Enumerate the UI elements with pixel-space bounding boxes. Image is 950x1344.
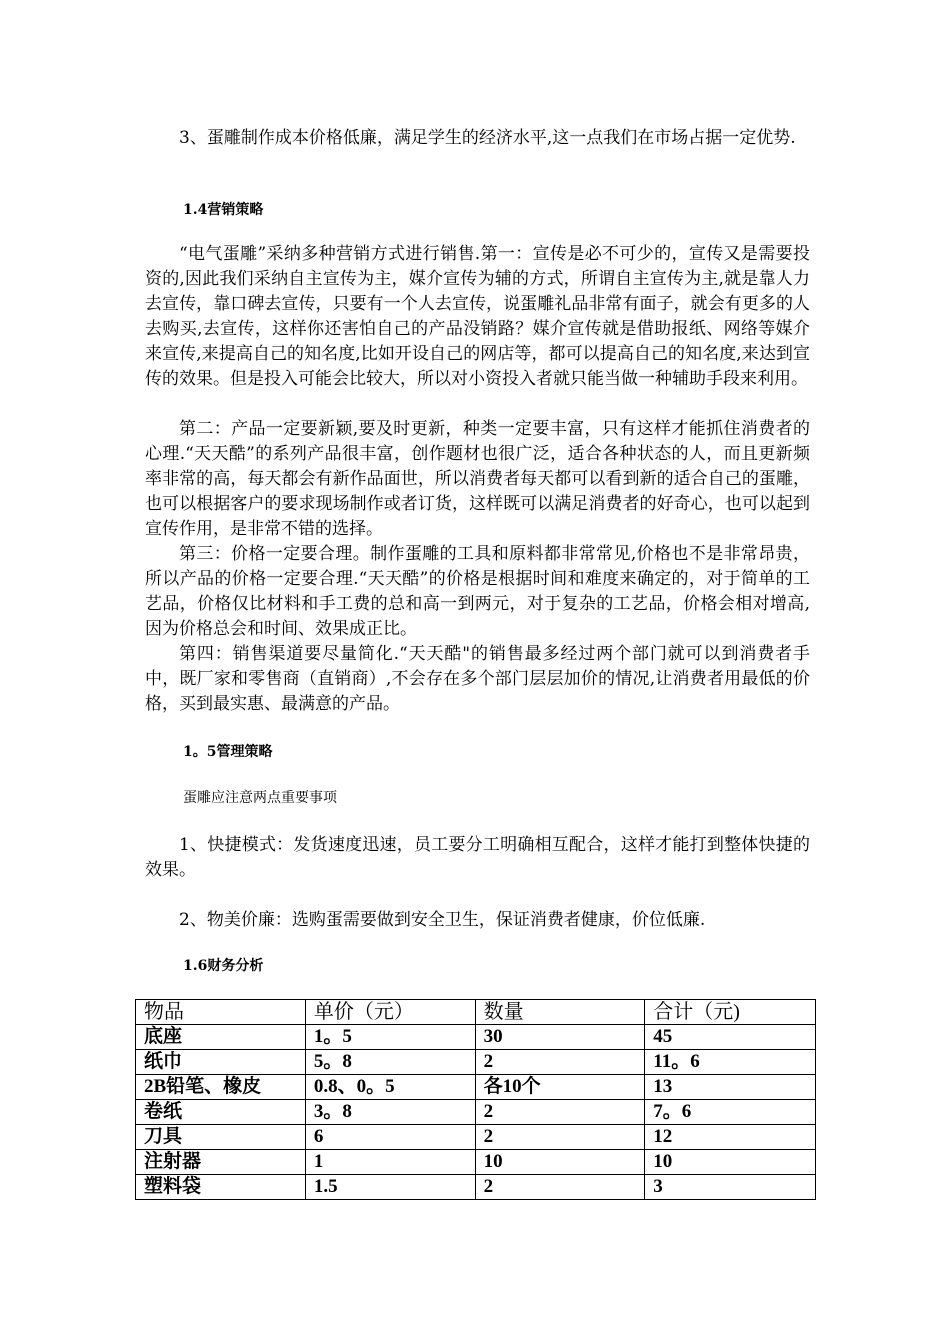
table-cell: 2	[475, 1050, 645, 1075]
table-cell: 2	[475, 1100, 645, 1125]
table-cell: 13	[645, 1075, 816, 1100]
table-cell: 30	[475, 1025, 645, 1050]
marketing-paragraph-1: “电气蛋雕”采纳多种营销方式进行销售.第一：宣传是必不可少的，宣传又是需要投资的,因此我们采纳自主宣传为主，媒介宣传为辅的方式，所谓自主宣传为主,就是靠人力去宣传，靠口碑去宣传，只要有一个人去宣传，说蛋雕礼品非常有面子，就会有更多的人去购买,去宣传，这样你还害怕自己的产品没销路？媒介宣传就是借助报纸、网络等媒介来宣传,来提高自己的知名度,比如开设自己的网店等，都可以提高自己的知名度,来达到宣传的效果。但是投入可能会比较大，所以对小资投入者就只能当做一种辅助手段来利用。	[145, 244, 810, 389]
table-cell: 1.5	[305, 1175, 475, 1200]
table-cell: 5。8	[305, 1050, 475, 1075]
finance-heading: 1.6财务分析	[183, 958, 264, 974]
table-cell: 2	[475, 1125, 645, 1150]
table-cell: 10	[475, 1150, 645, 1175]
table-cell: 12	[645, 1125, 816, 1150]
table-cell: 塑料袋	[136, 1175, 306, 1200]
marketing-paragraph-4: 第四：销售渠道要尽量简化.“天天酷"的销售最多经过两个部门就可以到消费者手中，既厂家和零售商（直销商）,不会存在多个部门层层加价的情况,让消费者用最低的价格，买到最实惠、最满意的产品。	[145, 644, 810, 714]
management-intro: 蛋雕应注意两点重要事项	[183, 790, 337, 806]
table-cell: 各10个	[475, 1075, 645, 1100]
table-cell: 7。6	[645, 1100, 816, 1125]
table-row	[136, 1025, 816, 1050]
table-cell: 1	[305, 1150, 475, 1175]
table-cell: 纸巾	[136, 1050, 306, 1075]
table-cell: 卷纸	[136, 1100, 306, 1125]
header-cell-item: 物品	[136, 1000, 306, 1025]
management-item-1: 1、快捷模式：发货速度迅速，员工要分工明确相互配合，这样才能打到整体快捷的效果。	[145, 835, 810, 880]
table-row	[136, 1050, 816, 1075]
management-item-2: 2、物美价廉：选购蛋需要做到安全卫生，保证消费者健康，价位低廉.	[179, 910, 706, 930]
table-cell: 2B铅笔、橡皮	[136, 1075, 306, 1100]
table-cell: 11。6	[645, 1050, 816, 1075]
table-cell: 6	[305, 1125, 475, 1150]
table-row	[136, 1125, 816, 1150]
table-cell: 底座	[136, 1025, 306, 1050]
table-cell: 3。8	[305, 1100, 475, 1125]
marketing-paragraph-2: 第二：产品一定要新颖,要及时更新，种类一定要丰富，只有这样才能抓住消费者的心理.“天天酷”的系列产品很丰富，创作题材也很广泛，适合各种状态的人，而且更新频率非常的高，每天都会有新作品面世，所以消费者每天都可以看到新的适合自己的蛋雕，也可以根据客户的要求现场制作或者订货，这样既可以满足消费者的好奇心，也可以起到宣传作用，是非常不错的选择。	[145, 419, 810, 539]
table-header-row	[136, 1000, 816, 1025]
table-row	[136, 1175, 816, 1200]
table-cell: 刀具	[136, 1125, 306, 1150]
management-heading: 1。5管理策略	[183, 744, 273, 760]
marketing-paragraph-3: 第三：价格一定要合理。制作蛋雕的工具和原料都非常常见,价格也不是非常昂贵，所以产品的价格一定要合理.“天天酷”的价格是根据时间和难度来确定的，对于简单的工艺品，价格仅比材料和手工费的总和高一到两元，对于复杂的工艺品，价格会相对增高,因为价格总会和时间、效果成正比。	[145, 544, 810, 639]
table-cell: 3	[645, 1175, 816, 1200]
table-cell: 10	[645, 1150, 816, 1175]
finance-table	[135, 999, 816, 1200]
table-row	[136, 1100, 816, 1125]
point-3-paragraph: 3、蛋雕制作成本价格低廉，满足学生的经济水平,这一点我们在市场占据一定优势.	[179, 128, 796, 148]
table-cell: 2	[475, 1175, 645, 1200]
table-cell: 1。5	[305, 1025, 475, 1050]
header-cell-unit-price: 单价（元）	[305, 1000, 475, 1025]
table-row	[136, 1150, 816, 1175]
header-cell-quantity: 数量	[475, 1000, 645, 1025]
header-cell-total: 合计（元)	[645, 1000, 816, 1025]
marketing-heading: 1.4营销策略	[183, 202, 264, 218]
table-cell: 45	[645, 1025, 816, 1050]
table-row	[136, 1075, 816, 1100]
table-cell: 注射器	[136, 1150, 306, 1175]
table-cell: 0.8、0。5	[305, 1075, 475, 1100]
